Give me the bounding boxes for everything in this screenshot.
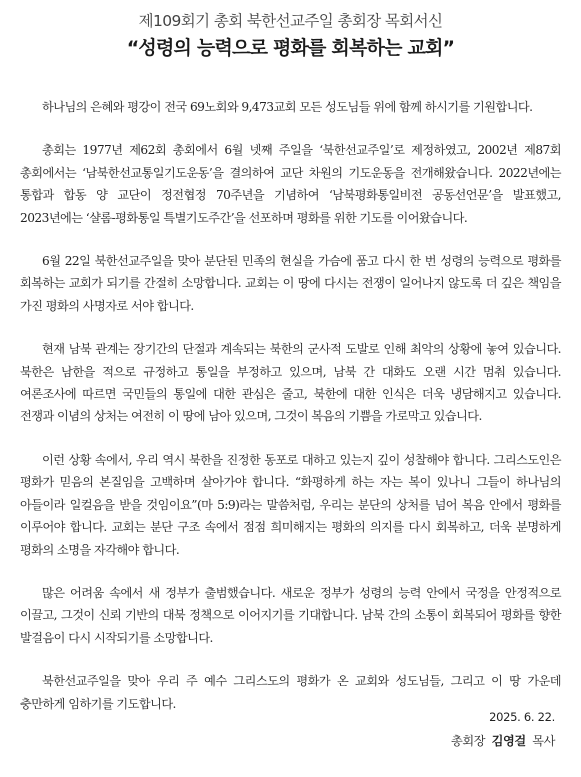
letter-footer xyxy=(451,706,555,752)
signer-role: 총회장 xyxy=(451,734,486,748)
paragraph-hope: 6월 22일 북한선교주일을 맞아 분단된 민족의 현실을 가슴에 품고 다시 한 번 성령의 능력으로 평화를 회복하는 교회가 되기를 간절히 소망합니다. 교회는 이 땅에 다시는 전쟁이 일어나지 않도록 더 깊은 책임을 가진 평화의 사명자로 서야 합니다. xyxy=(20,254,561,313)
letter-date: 2025. 6. 22. xyxy=(489,710,555,724)
paragraph-government: 많은 어려움 속에서 새 정부가 출범했습니다. 새로운 정부가 성령의 능력 안에서 국정을 안정적으로 이끌고, 그것이 신뢰 기반의 대북 정책으로 이어지기를 기대합니다. 남북 간의 소통이 회복되어 평화를 향한 발걸음이 다시 시작되기를 소망합니다. xyxy=(20,585,561,645)
letter-body xyxy=(20,96,561,715)
signer-name: 김영걸 xyxy=(491,734,526,748)
signature-line xyxy=(451,730,555,752)
paragraph-prayer: 북한선교주일을 맞아 우리 주 예수 그리스도의 평화가 온 교회와 성도님들, 그리고 이 땅 가운데 충만하게 임하기를 기도합니다. xyxy=(20,674,561,711)
letter-title: “성령의 능력으로 평화를 회복하는 교회” xyxy=(126,37,455,59)
paragraph-greeting: 하나님의 은혜와 평강이 전국 69노회와 9,473교회 모든 성도님들 위에 함께 하시기를 기원합니다. xyxy=(42,100,533,114)
paragraph-reflection: 이런 상황 속에서, 우리 역시 북한을 진정한 동포로 대하고 있는지 깊이 성찰해야 합니다. 그리스도인은 평화가 믿음의 본질임을 고백하며 살아가야 합니다. “화평하게 하는 자는 복이 있나니 그들이 하나님의 아들이라 일컬음을 받을 것임이요”(마 5:9)라는 말씀처럼, 우리는 분단의 상처를 넘어 복음 안에서 평화를 이루어야 합니다. 교회는 분단 구조 속에서 점점 희미해지는 평화의 의지를 다시 회복하고, 더욱 분명하게 평화의 소명을 자각해야 합니다. xyxy=(20,452,561,557)
signer-title: 목사 xyxy=(532,734,555,748)
paragraph-situation: 현재 남북 관계는 장기간의 단절과 계속되는 북한의 군사적 도발로 인해 최악의 상황에 놓여 있습니다. 북한은 남한을 적으로 규정하고 통일을 부정하고 있으며, 남북 간 대화도 오랜 시간 멈춰 있습니다. 여론조사에 따르면 국민들의 통일에 대한 관심은 줄고, 북한에 대한 인식은 더욱 냉담해지고 있습니다. 전쟁과 이념의 상처는 여전히 이 땅에 남아 있으며, 그것이 복음의 기쁨을 가로막고 있습니다. xyxy=(20,342,561,424)
paragraph-history: 총회는 1977년 제62회 총회에서 6월 넷째 주일을 ‘북한선교주일’로 제정하였고, 2002년 제87회 총회에서는 ‘남북한선교통일기도운동’을 결의하여 교단 차원의 기도운동을 전개해왔습니다. 2022년에는 통합과 합동 양 교단이 정전협정 70주년을 기념하여 ‘남북평화통일비전 공동선언문’을 발표했고, 2023년에는 ‘샬롬-평화통일 특별기도주간’을 선포하며 평화를 위한 기도를 이어왔습니다. xyxy=(20,143,561,225)
letter-header xyxy=(20,10,561,62)
letter-subtitle: 제109회기 총회 북한선교주일 총회장 목회서신 xyxy=(138,12,443,30)
